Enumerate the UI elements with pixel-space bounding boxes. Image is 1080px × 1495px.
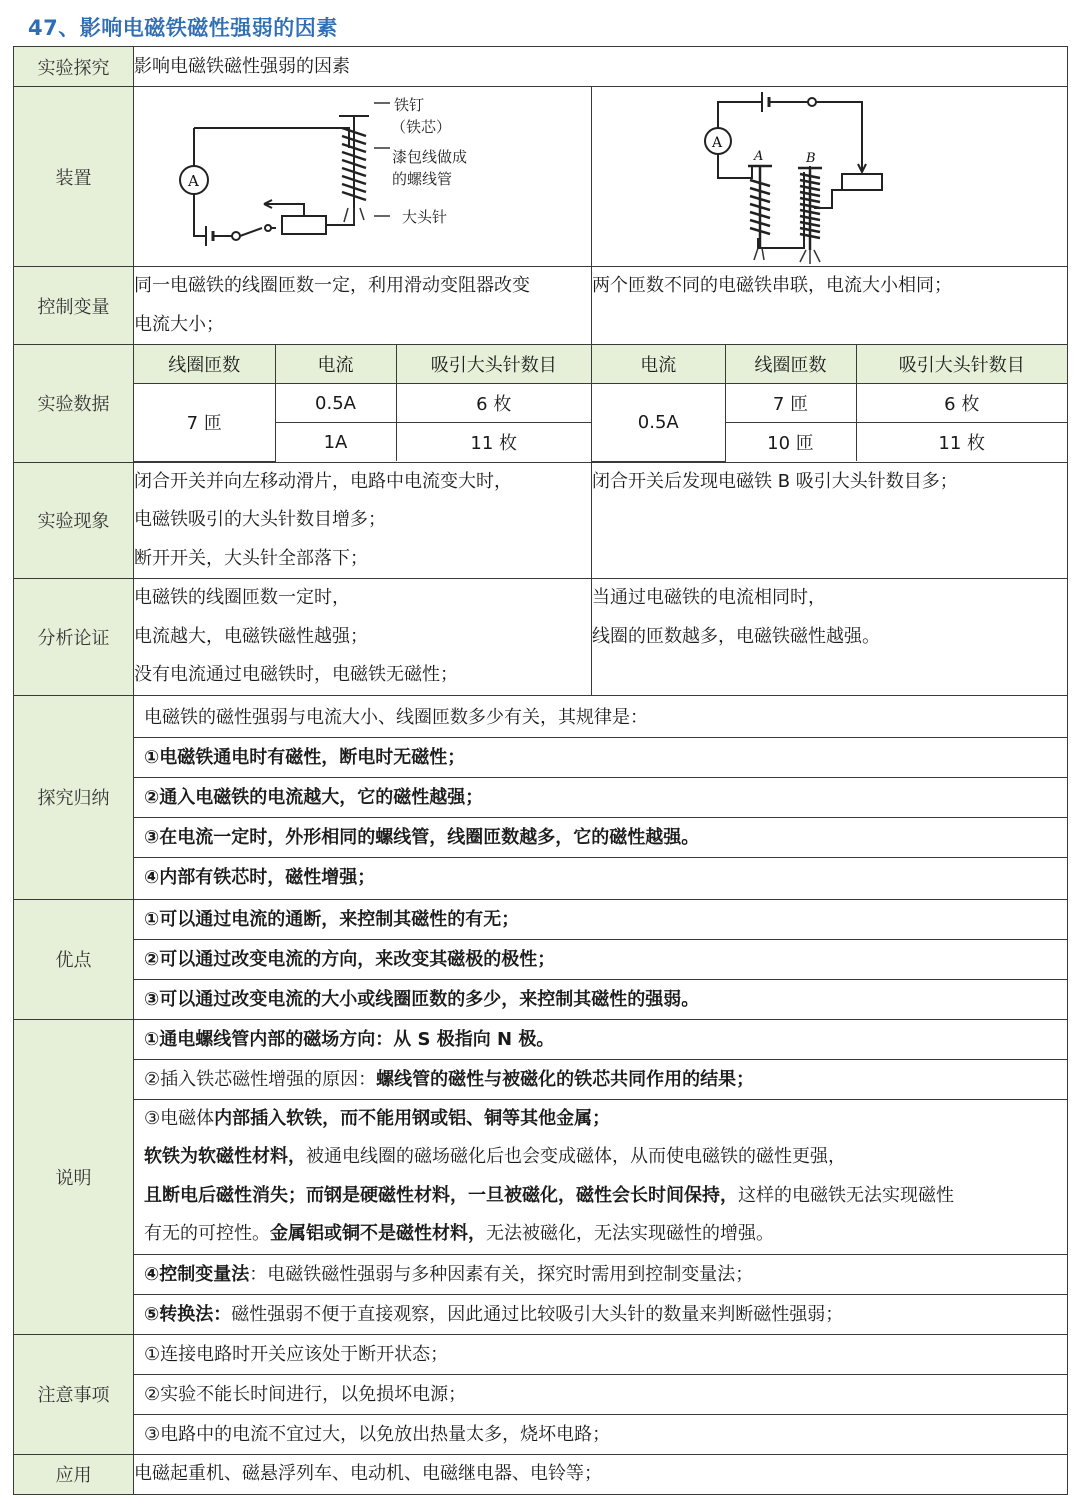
- advantages-content: ①可以通过电流的通断，来控制其磁性的有无； ②可以通过改变电流的方向，来改变其磁极的极性； ③可以通过改变电流的大小或线圈匝数的多少，来控制其磁性的强弱。: [134, 899, 1068, 1019]
- table-header: 电流: [275, 345, 396, 384]
- page-title: 47、影响电磁铁磁性强弱的因素: [28, 16, 338, 40]
- table-header: 线圈匝数: [134, 345, 275, 384]
- svg-text:A: A: [712, 134, 723, 151]
- summary-content: 电磁铁的磁性强弱与电流大小、线圈匝数多少有关，其规律是： ①电磁铁通电时有磁性，断电时无磁性； ②通入电磁铁的电流越大，它的磁性越强； ③在电流一定时，外形相同的螺线管，线圈匝数越多，它的磁性越强。 ④内部有铁芯时，磁性增强；: [134, 695, 1068, 899]
- row-apparatus: [14, 87, 1068, 267]
- table-header: 电流: [592, 345, 725, 384]
- row-label: 装置: [14, 87, 134, 267]
- row-label: 控制变量: [14, 267, 134, 345]
- table-cell: 0.5A: [275, 384, 396, 423]
- svg-text:铁钉: 铁钉: [394, 95, 425, 114]
- electromagnet-circuit-diagram: [134, 88, 590, 266]
- analysis-right: 当通过电磁铁的电流相同时， 线圈的匝数越多，电磁铁磁性越强。: [592, 579, 1068, 696]
- svg-text:A: A: [188, 171, 199, 190]
- row-label: 实验数据: [14, 345, 134, 463]
- right-apparatus-diagram: [592, 87, 1068, 267]
- table-cell: 0.5A: [592, 384, 725, 462]
- table-header: 吸引大头针数目: [396, 345, 591, 384]
- table-cell: 10 匝: [725, 423, 856, 462]
- row-label: 分析论证: [14, 579, 134, 696]
- row-phenomenon: [14, 462, 1068, 579]
- table-cell: 11 枚: [396, 423, 591, 462]
- table-cell: 7 匝: [725, 384, 856, 423]
- table-cell: 6 枚: [396, 384, 591, 423]
- row-data: [14, 345, 1068, 463]
- row-control: [14, 267, 1068, 345]
- table-header: 线圈匝数: [725, 345, 856, 384]
- row-cautions: [14, 1334, 1068, 1454]
- analysis-left: 电磁铁的线圈匝数一定时， 电流越大，电磁铁磁性越强； 没有电流通过电磁铁时，电磁铁无磁性；: [134, 579, 592, 696]
- table-cell: 7 匝: [134, 384, 275, 462]
- application-value: 电磁起重机、磁悬浮列车、电动机、电磁继电器、电铃等；: [134, 1454, 1068, 1494]
- row-label: 优点: [14, 899, 134, 1019]
- series-electromagnets-diagram: [592, 88, 1066, 266]
- row-explore: [14, 47, 1068, 87]
- svg-text:A: A: [754, 148, 764, 164]
- row-label: 注意事项: [14, 1334, 134, 1454]
- row-advantages: [14, 899, 1068, 1019]
- row-label: 说明: [14, 1019, 134, 1334]
- control-right: 两个匝数不同的电磁铁串联，电流大小相同；: [592, 267, 1068, 345]
- phenomenon-right: 闭合开关后发现电磁铁 B 吸引大头针数目多；: [592, 462, 1068, 579]
- row-label: 实验现象: [14, 462, 134, 579]
- row-analysis: [14, 579, 1068, 696]
- svg-text:的螺线管: 的螺线管: [392, 169, 453, 188]
- row-label: 探究归纳: [14, 695, 134, 899]
- row-label: 实验探究: [14, 47, 134, 87]
- row-summary: [14, 695, 1068, 899]
- cautions-content: ①连接电路时开关应该处于断开状态； ②实验不能长时间进行，以免损坏电源； ③电路中的电流不宜过大，以免放出热量太多，烧坏电路；: [134, 1334, 1068, 1454]
- row-notes: [14, 1019, 1068, 1334]
- table-cell: 1A: [275, 423, 396, 462]
- svg-text:大头针: 大头针: [402, 207, 448, 226]
- experiment-table: [13, 46, 1068, 1495]
- table-cell: 11 枚: [856, 423, 1067, 462]
- svg-text:漆包线做成: 漆包线做成: [392, 147, 468, 166]
- control-left: 同一电磁铁的线圈匝数一定，利用滑动变阻器改变 电流大小；: [134, 267, 592, 345]
- row-application: [14, 1454, 1068, 1494]
- left-apparatus-diagram: [134, 87, 592, 267]
- svg-text:（铁芯）: （铁芯）: [391, 117, 452, 136]
- row-label: 应用: [14, 1454, 134, 1494]
- phenomenon-left: 闭合开关并向左移动滑片，电路中电流变大时， 电磁铁吸引的大头针数目增多； 断开开关，大头针全部落下；: [134, 462, 592, 579]
- svg-text:B: B: [806, 150, 816, 166]
- table-cell: 6 枚: [856, 384, 1067, 423]
- explore-value: 影响电磁铁磁性强弱的因素: [134, 47, 1068, 87]
- notes-content: ①通电螺线管内部的磁场方向：从 S 极指向 N 极。 ②插入铁芯磁性增强的原因：螺线管的磁性与被磁化的铁芯共同作用的结果； ③电磁体内部插入软铁，而不能用钢或铝、铜等其他金属； 软铁为软磁性材料，被通电线圈的磁场磁化后也会变成磁体，从而使电磁铁的磁性更强， 且断电后磁性消失；而钢是硬磁性材料，一旦被磁化，磁性会长时间保持，这样的电磁铁无法实现磁性 有无的可控性。金属铝或铜不是磁性材料，无法被磁化，无法实现磁性的增强。 ④控制变量法：电磁铁磁性强弱与多种因素有关，探究时需用到控制变量法； ⑤转换法：磁性强弱不便于直接观察，因此通过比较吸引大头针的数量来判断磁性强弱；: [134, 1019, 1068, 1334]
- table-header: 吸引大头针数目: [856, 345, 1067, 384]
- data-right-table: [592, 345, 1068, 463]
- data-left-table: [134, 345, 592, 463]
